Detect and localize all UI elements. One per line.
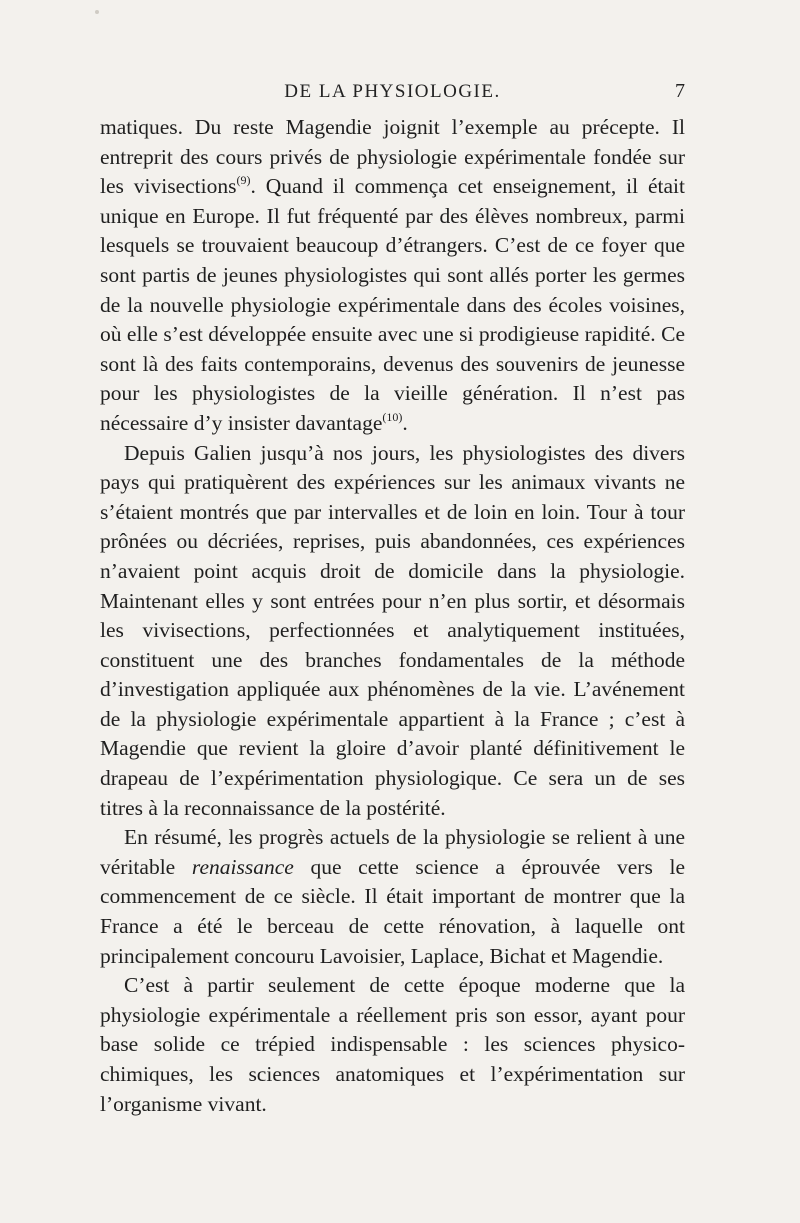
italic-renaissance: renaissance	[191, 854, 294, 879]
running-title: DE LA PHYSIOLOGIE.	[284, 81, 501, 102]
paragraph-1-part-1: matiques. Du reste Magendie joignit l’exemple au précepte. Il entreprit des cours privés de physiologie expérimentale fondée sur les vivisections	[100, 115, 685, 199]
footnote-ref-10: (10)	[382, 409, 403, 424]
paragraph-3-part-2: que cette science a éprouvée vers le commencement de ce siècle. Il était important de montrer que la France a été le berceau de cette rénovation, à laquelle ont principalement concouru Lavoisier, Laplace, Bichat et Magendie.	[100, 854, 685, 968]
paragraph-1-part-2: . Quand il commença cet enseignement, il était unique en Europe. Il fut fréquenté par des élèves nombreux, parmi lesquels se trouvaient beaucoup d’étrangers. C’est de ce foyer que sont partis de jeunes physiologistes qui sont allés porter les germes de la nouvelle physiologie expérimentale dans des écoles voisines, où elle s’est développée ensuite avec une si prodigieuse rapidité. Ce sont là des faits contemporains, devenus des souvenirs de jeunesse pour les physiologistes de la vieille génération. Il n’est pas nécessaire d’y insister davantage	[100, 174, 685, 435]
paragraph-1-part-3: .	[402, 410, 408, 435]
paragraph-4: C’est à partir seulement de cette époque moderne que la physiologie expérimentale a réellement pris son essor, ayant pour base solide ce trépied indispensable : les sciences physico-chimiques, les sciences anatomiques et l’expérimentation sur l’organisme vivant.	[100, 973, 685, 1116]
paragraph-1	[100, 113, 685, 439]
paper-speck	[95, 10, 99, 14]
paragraph-3	[100, 823, 685, 971]
body-text	[100, 113, 685, 1119]
paragraph-3-part-1: En résumé, les progrès actuels de la physiologie se relient à une véritable	[100, 825, 685, 879]
paragraph-2: Depuis Galien jusqu’à nos jours, les physiologistes des divers pays qui pratiquèrent des expériences sur les animaux vivants ne s’étaient montrés que par intervalles et de loin en loin. Tour à tour prônées ou décriées, reprises, puis abandonnées, ces expériences n’avaient point acquis droit de domicile dans la physiologie. Maintenant elles y sont entrées pour n’en plus sortir, et désormais les vivisections, perfectionnées et analytiquement instituées, constituent une des branches fondamentales de la méthode d’investigation appliquée aux phénomènes de la vie. L’avénement de la physiologie expérimentale appartient à la France ; c’est à Magendie que revient la gloire d’avoir planté définitivement le drapeau de l’expérimentation physiologique. Ce sera un de ses titres à la reconnaissance de la postérité.	[100, 440, 685, 820]
page-header	[100, 77, 685, 107]
footnote-ref-9: (9)	[236, 173, 251, 188]
page-number: 7	[675, 80, 685, 102]
